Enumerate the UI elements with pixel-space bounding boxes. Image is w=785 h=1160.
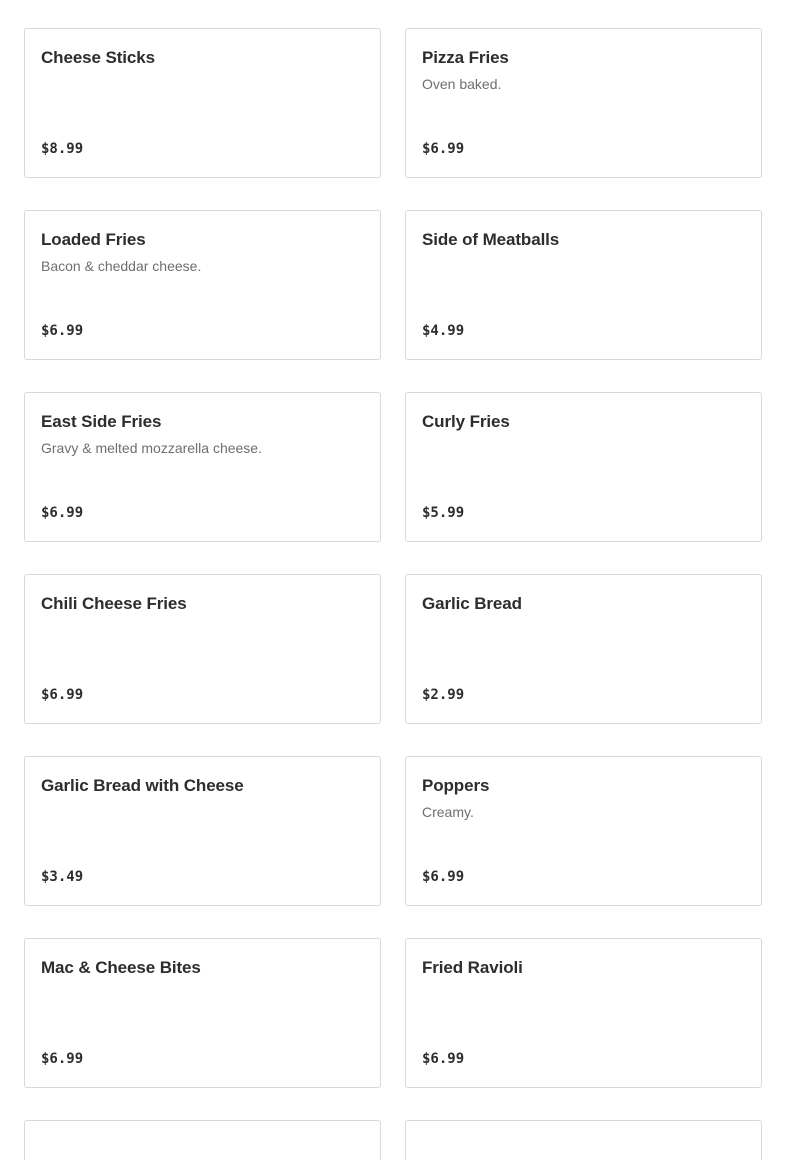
menu-item-price: $6.99 bbox=[422, 141, 465, 157]
menu-item-description: Bacon & cheddar cheese. bbox=[41, 258, 202, 274]
menu-item-price: $5.99 bbox=[422, 505, 465, 521]
menu-item-name: Fried Ravioli bbox=[422, 958, 523, 977]
menu-item-price: $6.99 bbox=[422, 1051, 465, 1067]
menu-item-grid bbox=[24, 28, 761, 1160]
menu-item-description: Gravy & melted mozzarella cheese. bbox=[41, 440, 262, 456]
menu-item-card-partial[interactable] bbox=[24, 1120, 381, 1160]
menu-item-name: Side of Meatballs bbox=[422, 230, 560, 249]
menu-item-description: Oven baked. bbox=[422, 76, 502, 92]
menu-item-name: Garlic Bread bbox=[422, 594, 522, 613]
menu-item-description: Creamy. bbox=[422, 804, 474, 820]
menu-item-price: $6.99 bbox=[41, 505, 84, 521]
menu-item-card[interactable] bbox=[24, 28, 381, 178]
menu-item-name: Poppers bbox=[422, 776, 490, 795]
menu-item-card[interactable] bbox=[24, 392, 381, 542]
menu-item-price: $6.99 bbox=[422, 869, 465, 885]
menu-item-name: Pizza Fries bbox=[422, 48, 509, 67]
menu-item-name: Curly Fries bbox=[422, 412, 510, 431]
menu-item-card[interactable] bbox=[24, 210, 381, 360]
menu-item-name: Chili Cheese Fries bbox=[41, 594, 187, 613]
menu-item-price: $6.99 bbox=[41, 687, 84, 703]
menu-item-name: Loaded Fries bbox=[41, 230, 146, 249]
menu-item-card[interactable] bbox=[405, 938, 762, 1088]
menu-item-price: $3.49 bbox=[41, 869, 84, 885]
menu-item-card[interactable] bbox=[24, 574, 381, 724]
menu-item-card[interactable] bbox=[405, 756, 762, 906]
menu-item-price: $2.99 bbox=[422, 687, 465, 703]
menu-item-card-partial[interactable] bbox=[405, 1120, 762, 1160]
menu-item-card[interactable] bbox=[405, 574, 762, 724]
menu-item-name: Garlic Bread with Cheese bbox=[41, 776, 244, 795]
menu-item-price: $6.99 bbox=[41, 323, 84, 339]
menu-item-card[interactable] bbox=[24, 938, 381, 1088]
menu-item-name: East Side Fries bbox=[41, 412, 162, 431]
menu-item-card[interactable] bbox=[405, 392, 762, 542]
menu-item-name: Mac & Cheese Bites bbox=[41, 958, 201, 977]
menu-item-price: $4.99 bbox=[422, 323, 465, 339]
menu-item-card[interactable] bbox=[405, 210, 762, 360]
menu-item-price: $8.99 bbox=[41, 141, 84, 157]
menu-item-name: Cheese Sticks bbox=[41, 48, 155, 67]
menu-item-card[interactable] bbox=[24, 756, 381, 906]
menu-item-card[interactable] bbox=[405, 28, 762, 178]
menu-item-price: $6.99 bbox=[41, 1051, 84, 1067]
